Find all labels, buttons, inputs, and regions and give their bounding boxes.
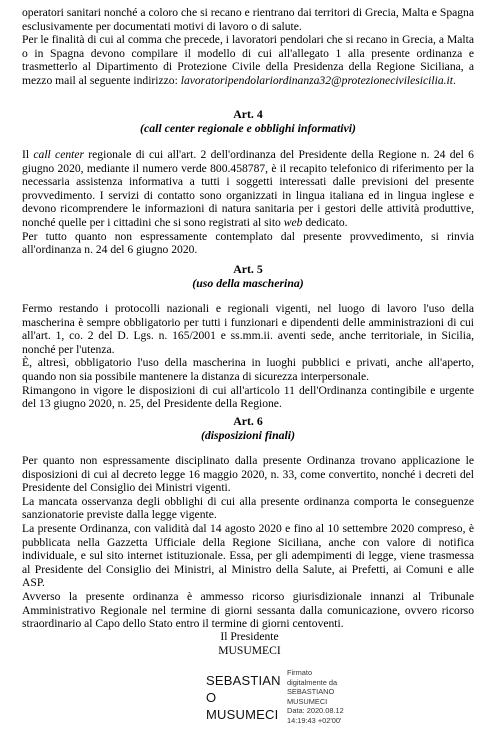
article-5-paragraph-1: Fermo restando i protocolli nazionali e regionali vigenti, nel luogo di lavoro l'uso della mascherina è sempre obbligatorio per tutti i funzionari e dipendenti delle amministrazioni di cui all'art. 1, co. 2 del D. Lgs. n. 165/2001 e ss.mm.ii. aventi sede, anche territoriale, in Sicilia, nonché per l'utenza.	[22, 302, 474, 356]
email-address[interactable]: lavoratoripendolariordinanza32@protezionecivilesicilia.it	[180, 73, 453, 87]
digital-signature-info-line: MUSUMECI	[287, 696, 328, 706]
digital-signature-name-line: SEBASTIAN	[206, 673, 281, 688]
article-6-paragraph-1: Per quanto non espressamente disciplinato dalla presente Ordinanza trovano applicazione le disposizioni di cui al decreto legge 16 maggio 2020, n. 33, come convertito, nonché i decreti del Presidente del Consiglio dei Ministri vigenti.	[22, 454, 474, 495]
intro-paragraph-1: operatori sanitari nonché a coloro che si recano e rientrano dai territori di Grecia, Malta e Spagna esclusivamente per documentati motivi di lavoro o di salute.	[22, 6, 474, 33]
signature-role: Il Presidente	[220, 630, 279, 643]
digital-signature-info-line: Data: 2020.08.12	[287, 706, 344, 716]
article-5-paragraph-2: È, altresì, obbligatorio l'uso della mascherina in luoghi pubblici e privati, anche all'aperto, quando non sia possibile mantenere la distanza di sicurezza interpersonale.	[22, 356, 474, 383]
intro-paragraph-2-text: Per le finalità di cui al comma che precede, i lavoratori pendolari che si recano in Grecia, a Malta o in Spagna devono compilare il modello di cui all'allegato 1 alla presente ordinanza e trasmetterlo al Dipartimento di Protezione Civile della Presidenza della Regione Siciliana, a mezzo mail al seguente indirizzo:	[22, 33, 474, 87]
article-6	[22, 414, 474, 631]
digital-signature-name-line: MUSUMECI	[206, 707, 279, 722]
intro-paragraph-2	[22, 33, 474, 87]
article-6-paragraph-2: La mancata osservanza degli obblighi di cui alla presente ordinanza comporta le conseguenze sanzionatorie previste dalla legge vigente.	[22, 494, 474, 522]
article-4	[22, 107, 474, 257]
digital-signature-info-line: 14:19:43 +02'00'	[287, 715, 342, 725]
digital-signature-name	[206, 672, 280, 723]
article-4-p1-c: dedicato.	[302, 215, 348, 229]
digital-signature-info-line: SEBASTIANO	[287, 687, 335, 697]
intro-paragraph-2-end: .	[452, 73, 456, 87]
digital-signature-info-line: digitalmente da	[287, 677, 338, 687]
article-5	[22, 262, 474, 411]
article-4-web: web	[283, 215, 303, 229]
article-4-paragraph-1	[22, 148, 474, 230]
article-6-paragraph-4: Avverso la presente ordinanza è ammesso ricorso giurisdizionale innanzi al Tribunale Amministrativo Regionale nel termine di giorni sessanta dalla comunicazione, ovvero ricorso straordinario al Capo dello Stato entro il termine di giorni centoventi.	[22, 589, 474, 631]
signature-block	[0, 630, 499, 734]
article-5-subtitle: (uso della mascherina)	[192, 276, 304, 290]
digital-signature-info-line: Firmato	[287, 668, 313, 677]
article-4-p1-b: regionale di cui all'art. 2 dell'ordinanza del Presidente della Regione n. 24 del 6 giugno 2020, mediante il numero verde 800.458787, è il recapito telefonico di riferimento per la necessaria assistenza informativa a tutti i soggetti interessati dalle previsioni del presente provvedimento. I servizi di contatto sono organizzati in lingua italiana ed in lingua inglese e devono ricomprendere le informazioni di natura sanitaria per i gestori delle attività produttive, nonché quelle per i cittadini che si sono registrati al sito	[22, 148, 474, 229]
article-4-title: Art. 4	[233, 107, 263, 121]
article-6-subtitle: (disposizioni finali)	[200, 428, 296, 442]
article-6-title: Art. 6	[233, 414, 263, 428]
digital-signature-name-line: O	[206, 690, 217, 705]
digital-signature-info	[287, 668, 377, 726]
article-5-title: Art. 5	[233, 262, 263, 276]
article-4-subtitle: (call center regionale e obblighi informativi)	[140, 121, 356, 135]
intro-section	[22, 6, 474, 88]
signature-name: MUSUMECI	[218, 644, 281, 657]
article-4-paragraph-2: Per tutto quanto non espressamente contemplato dal presente provvedimento, si rinvia all'ordinanza n. 24 del 6 giugno 2020.	[22, 229, 474, 257]
article-4-callcenter: call center	[33, 148, 85, 161]
article-4-p1-a: Il	[22, 148, 34, 161]
article-5-paragraph-3: Rimangono in vigore le disposizioni di cui all'articolo 11 dell'Ordinanza contingibile e urgente del 13 giugno 2020, n. 25, del Presidente della Regione.	[22, 383, 474, 411]
article-6-paragraph-3: La presente Ordinanza, con validità dal 14 agosto 2020 e fino al 10 settembre 2020 compreso, è pubblicata nella Gazzetta Ufficiale della Regione Siciliana, anche con valore di notifica individuale, e sul sito internet istituzionale. Essa, per gli adempimenti di legge, viene trasmessa al Presidente del Consiglio dei Ministri, al Ministro della Salute, ai Prefetti, ai Comuni e alle ASP.	[22, 521, 474, 590]
